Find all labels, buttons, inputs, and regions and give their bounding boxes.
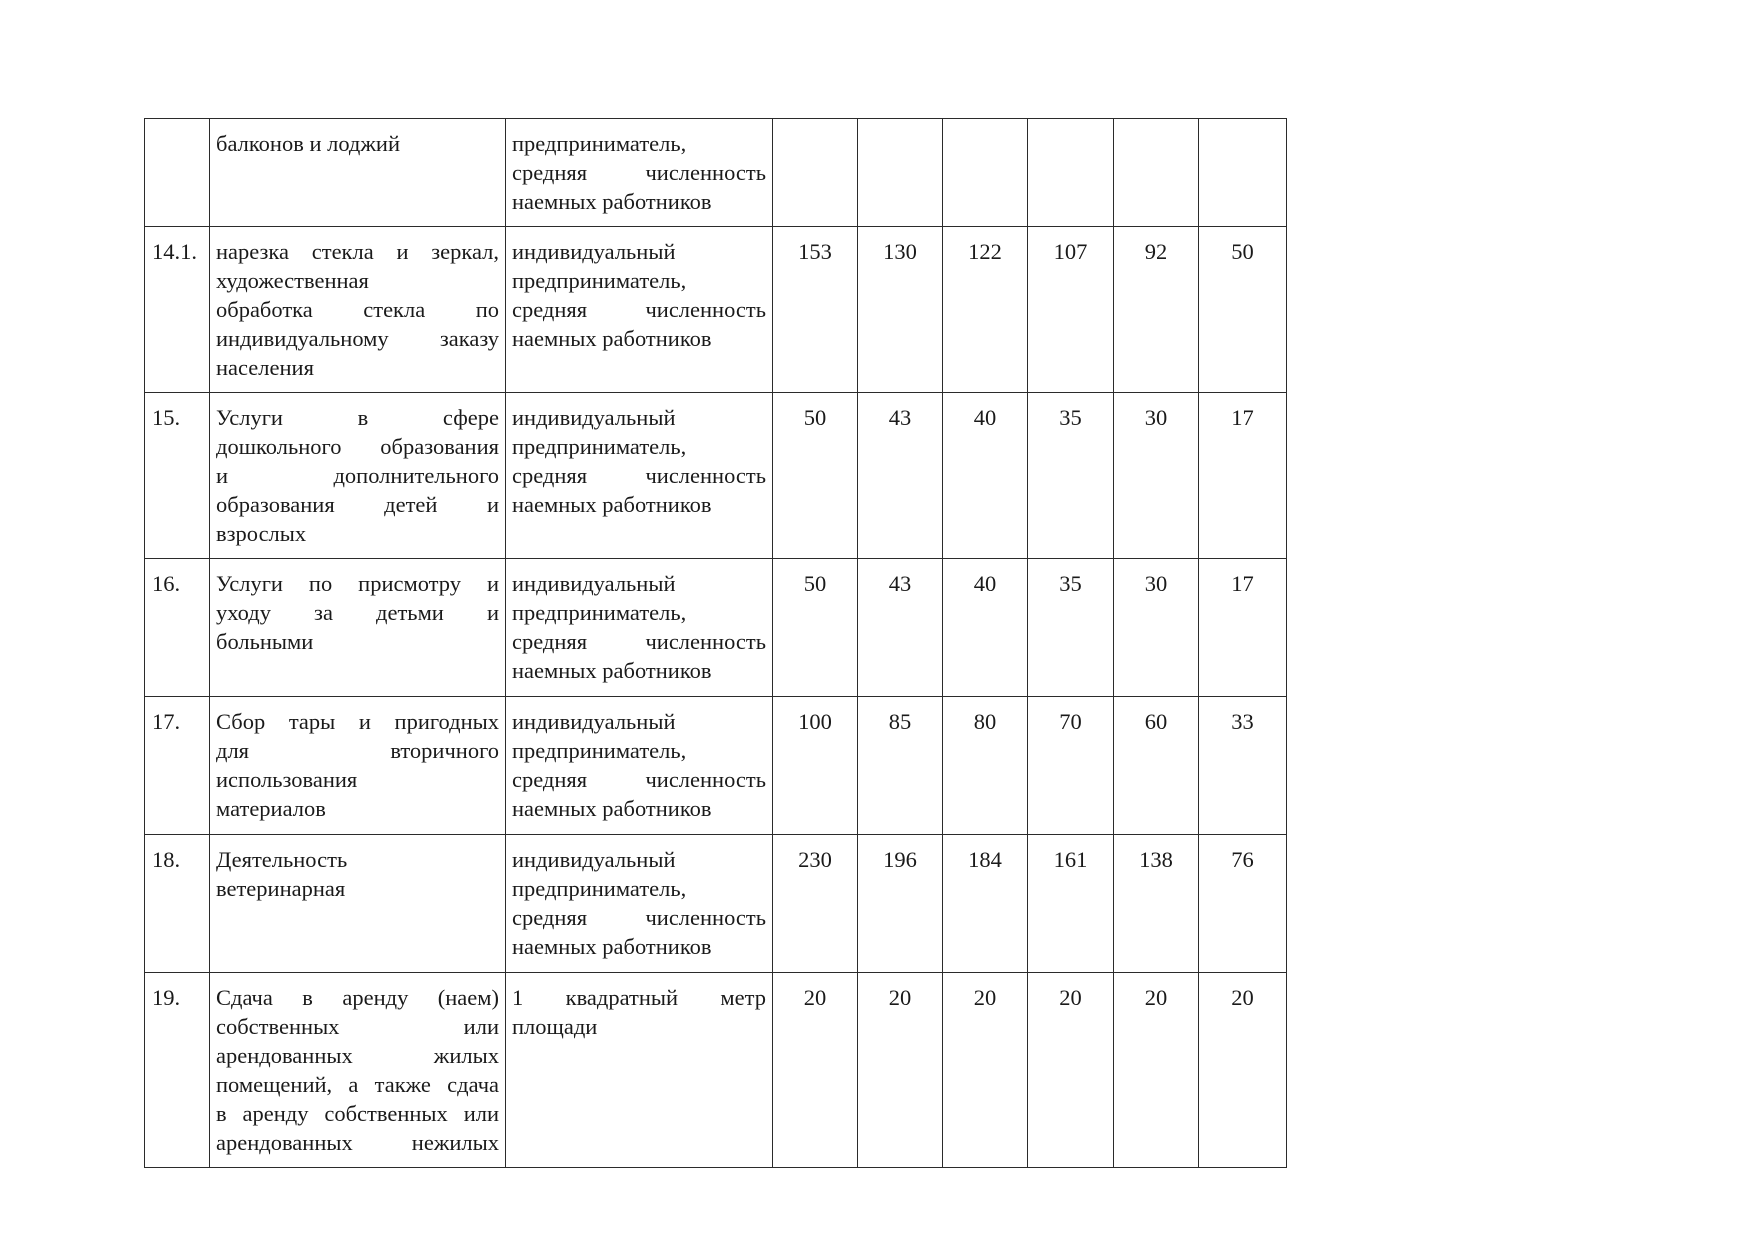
service-name-line: индивидуальному заказу xyxy=(216,326,499,351)
physical-indicator-line: индивидуальный xyxy=(512,847,676,872)
value-cell-3: 184 xyxy=(943,835,1028,973)
value-cell-2: 43 xyxy=(858,559,943,697)
service-name-line: Услуги по присмотру и xyxy=(216,571,499,596)
value-cell-4: 35 xyxy=(1028,559,1114,697)
physical-indicator-line: средняя численность xyxy=(512,767,766,792)
value-cell-3: 80 xyxy=(943,697,1028,835)
physical-indicator-line: наемных работников xyxy=(512,492,712,517)
physical-indicator-line: наемных работников xyxy=(512,658,712,683)
service-name-line: арендованных нежилых xyxy=(216,1130,499,1155)
physical-indicator-line: наемных работников xyxy=(512,189,712,214)
service-name-cell xyxy=(210,119,506,227)
service-name-line: и дополнительного xyxy=(216,463,499,488)
physical-indicator-cell xyxy=(506,119,773,227)
value-cell-6: 17 xyxy=(1199,559,1287,697)
row-number-cell: 19. xyxy=(145,973,210,1168)
service-name-line: образования детей и xyxy=(216,492,499,517)
value-cell-5: 30 xyxy=(1114,559,1199,697)
service-name-line: ветеринарная xyxy=(216,876,346,901)
value-cell-3: 20 xyxy=(943,973,1028,1168)
service-name-cell xyxy=(210,227,506,393)
value-cell-2: 130 xyxy=(858,227,943,393)
table-row xyxy=(145,697,1287,835)
table-row xyxy=(145,973,1287,1168)
service-name-line: собственных или xyxy=(216,1014,499,1039)
value-cell-1: 20 xyxy=(773,973,858,1168)
table-row xyxy=(145,393,1287,559)
physical-indicator-line: наемных работников xyxy=(512,796,712,821)
value-cell-5: 30 xyxy=(1114,393,1199,559)
service-name-line: Деятельность xyxy=(216,847,348,872)
value-cell-4 xyxy=(1028,119,1114,227)
physical-indicator-line: индивидуальный xyxy=(512,571,676,596)
physical-indicator-cell xyxy=(506,697,773,835)
service-name-line: больными xyxy=(216,629,314,654)
physical-indicator-line: средняя численность xyxy=(512,297,766,322)
table-row xyxy=(145,835,1287,973)
value-cell-2 xyxy=(858,119,943,227)
document-table xyxy=(144,118,1287,1168)
physical-indicator-line: индивидуальный xyxy=(512,405,676,430)
value-cell-2: 43 xyxy=(858,393,943,559)
physical-indicator-line: наемных работников xyxy=(512,934,712,959)
service-name-line: обработка стекла по xyxy=(216,297,499,322)
service-name-line: для вторичного xyxy=(216,738,499,763)
service-name-cell xyxy=(210,973,506,1168)
physical-indicator-cell xyxy=(506,973,773,1168)
value-cell-3 xyxy=(943,119,1028,227)
row-number-cell: 17. xyxy=(145,697,210,835)
physical-indicator-line: предприниматель, xyxy=(512,876,687,901)
service-name-line: Сбор тары и пригодных xyxy=(216,709,499,734)
row-number-cell: 14.1. xyxy=(145,227,210,393)
value-cell-4: 70 xyxy=(1028,697,1114,835)
service-name-cell xyxy=(210,835,506,973)
physical-indicator-line: площади xyxy=(512,1014,598,1039)
value-cell-1 xyxy=(773,119,858,227)
value-cell-3: 40 xyxy=(943,393,1028,559)
service-name-cell xyxy=(210,697,506,835)
table-row xyxy=(145,227,1287,393)
service-name-line: уходу за детьми и xyxy=(216,600,499,625)
physical-indicator-line: предприниматель, xyxy=(512,600,687,625)
value-cell-1: 50 xyxy=(773,393,858,559)
service-name-line: Сдача в аренду (наем) xyxy=(216,985,499,1010)
physical-indicator-line: предприниматель, xyxy=(512,131,687,156)
service-name-line: нарезка стекла и зеркал, xyxy=(216,239,499,264)
value-cell-5: 60 xyxy=(1114,697,1199,835)
service-name-cell xyxy=(210,393,506,559)
service-name-line: использования xyxy=(216,767,358,792)
physical-indicator-line: средняя численность xyxy=(512,905,766,930)
row-number-cell: 15. xyxy=(145,393,210,559)
value-cell-3: 122 xyxy=(943,227,1028,393)
service-name-line: взрослых xyxy=(216,521,307,546)
physical-indicator-line: средняя численность xyxy=(512,160,766,185)
value-cell-1: 50 xyxy=(773,559,858,697)
value-cell-4: 107 xyxy=(1028,227,1114,393)
physical-indicator-line: индивидуальный xyxy=(512,709,676,734)
value-cell-6: 20 xyxy=(1199,973,1287,1168)
value-cell-5: 92 xyxy=(1114,227,1199,393)
physical-indicator-line: предприниматель, xyxy=(512,434,687,459)
physical-indicator-cell xyxy=(506,227,773,393)
service-name-line: населения xyxy=(216,355,314,380)
physical-indicator-line: предприниматель, xyxy=(512,738,687,763)
service-name-cell xyxy=(210,559,506,697)
value-cell-4: 20 xyxy=(1028,973,1114,1168)
service-name-line: материалов xyxy=(216,796,326,821)
physical-indicator-line: индивидуальный xyxy=(512,239,676,264)
value-cell-4: 161 xyxy=(1028,835,1114,973)
value-cell-3: 40 xyxy=(943,559,1028,697)
value-cell-5: 20 xyxy=(1114,973,1199,1168)
value-cell-5: 138 xyxy=(1114,835,1199,973)
value-cell-6 xyxy=(1199,119,1287,227)
row-number-cell xyxy=(145,119,210,227)
value-cell-4: 35 xyxy=(1028,393,1114,559)
value-cell-1: 153 xyxy=(773,227,858,393)
value-cell-6: 76 xyxy=(1199,835,1287,973)
table-row xyxy=(145,119,1287,227)
physical-indicator-cell xyxy=(506,559,773,697)
physical-indicator-line: средняя численность xyxy=(512,463,766,488)
row-number-cell: 16. xyxy=(145,559,210,697)
value-cell-6: 33 xyxy=(1199,697,1287,835)
value-cell-6: 50 xyxy=(1199,227,1287,393)
value-cell-2: 196 xyxy=(858,835,943,973)
value-cell-1: 230 xyxy=(773,835,858,973)
table-row xyxy=(145,559,1287,697)
value-cell-1: 100 xyxy=(773,697,858,835)
table-body xyxy=(145,119,1287,1168)
physical-indicator-cell xyxy=(506,835,773,973)
service-name-line: балконов и лоджий xyxy=(216,131,401,156)
value-cell-6: 17 xyxy=(1199,393,1287,559)
row-number-cell: 18. xyxy=(145,835,210,973)
service-name-line: в аренду собственных или xyxy=(216,1101,499,1126)
service-name-line: Услуги в сфере xyxy=(216,405,499,430)
physical-indicator-line: 1 квадратный метр xyxy=(512,985,766,1010)
service-name-line: помещений, а также сдача xyxy=(216,1072,499,1097)
value-cell-2: 20 xyxy=(858,973,943,1168)
value-cell-2: 85 xyxy=(858,697,943,835)
service-name-line: арендованных жилых xyxy=(216,1043,499,1068)
physical-indicator-cell xyxy=(506,393,773,559)
physical-indicator-line: средняя численность xyxy=(512,629,766,654)
service-name-line: художественная xyxy=(216,268,369,293)
service-name-line: дошкольного образования xyxy=(216,434,499,459)
value-cell-5 xyxy=(1114,119,1199,227)
physical-indicator-line: наемных работников xyxy=(512,326,712,351)
physical-indicator-line: предприниматель, xyxy=(512,268,687,293)
